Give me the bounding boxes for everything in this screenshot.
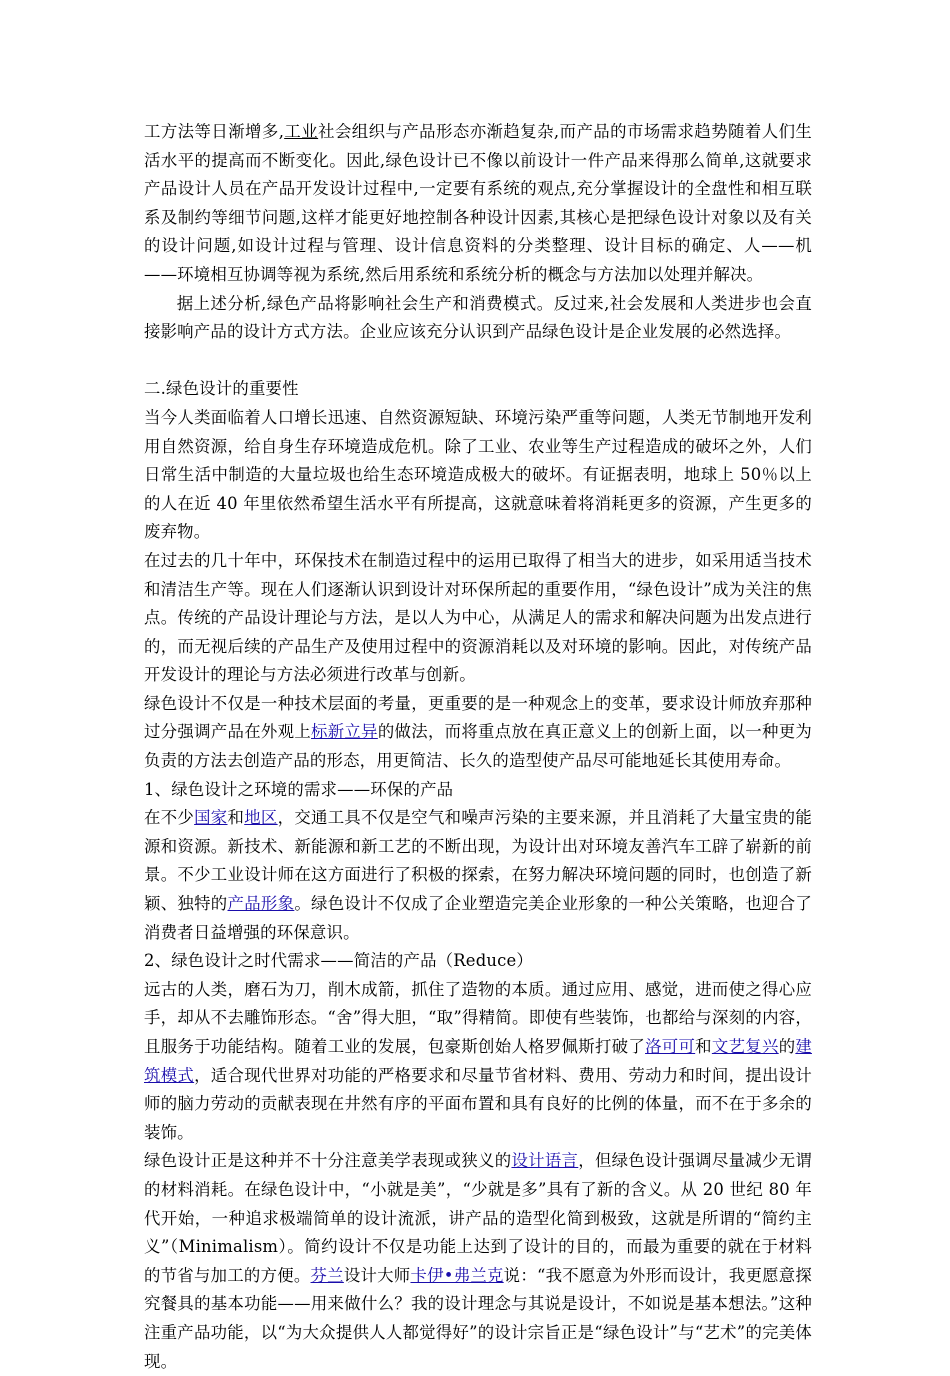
section-heading-importance: 二.绿色设计的重要性 (144, 379, 299, 399)
text-segment: 社会组织与产品形态亦渐趋复杂,而产品的市场需求趋势随着人们生活水平的提高而不断变化。因此,绿色设计已不像以前设计一件产品来得那么简单,这就要求产品设计人员在产品开发设计过程中,一定要有系统的观点,充分掌握设计的全盘性和相互联系及制约等细节问题,这样才能更好地控制各种设计因素,其核心是把绿色设计对象以及有关的设计问题,如设计过程与管理、设计信息资料的分类整理、设计目标的确定、人——机——环境相互协调等视为系统,然后用系统和系统分析的概念与方法加以处理并解决。 (144, 122, 813, 284)
link-architecture-mode[interactable]: 建筑模式 (144, 1037, 812, 1085)
text-segment: 的做法，而将重点放在真正意义上的创新上面，以一种更为负责的方法去创造产品的形态，用更简洁、长久的造型使产品尽可能地延长其使用寿命。 (144, 722, 812, 771)
text-segment: 和 (227, 808, 245, 828)
link-rococo[interactable]: 洛可可 (645, 1037, 696, 1056)
link-country[interactable]: 国家 (194, 808, 228, 828)
link-renaissance[interactable]: 文艺复兴 (711, 1037, 779, 1056)
link-kaj-franck[interactable]: 卡伊•弗兰克 (410, 1265, 504, 1285)
document-body (144, 118, 812, 1376)
text-segment: 的 (778, 1037, 796, 1056)
text-segment: 工方法等日渐增多, (144, 122, 285, 141)
link-industry[interactable]: 工业 (284, 122, 319, 141)
paragraph-minimalism (144, 1147, 812, 1376)
text-segment: ，但绿色设计强调尽量减少无谓的材料消耗。在绿色设计中，“小就是美”，“少就是多”具有了新的含义。从 20 世纪 80 年代开始，一种追求极端简单的设计流派，讲产品的造型化简到极致，这就是所谓的“简约主义”（Minimalism）。简约设计不仅是功能上达到了设计的目的，而最为重要的就在于材料的节省与加工的方便。 (144, 1151, 812, 1285)
link-design-language[interactable]: 设计语言 (511, 1151, 579, 1171)
text-segment: 绿色设计不仅是一种技术层面的考量，更重要的是一种观念上的变革，要求设计师放弃那种过分强调产品在外观上 (144, 693, 812, 742)
blank-line (144, 347, 812, 376)
paragraph-concept-change (144, 690, 812, 776)
subheading-era-need: 2、绿色设计之时代需求——简洁的产品（Reduce） (144, 951, 534, 971)
link-finland[interactable]: 芬兰 (310, 1265, 344, 1285)
text-segment: 和 (695, 1037, 712, 1056)
text-segment: 。绿色设计不仅成了企业塑造完美企业形象的一种公关策略，也迎合了消费者日益增强的环保意识。 (144, 894, 812, 942)
link-region[interactable]: 地区 (244, 808, 278, 828)
link-novelty[interactable]: 标新立异 (311, 722, 378, 742)
paragraph-analysis: 据上述分析,绿色产品将影响社会生产和消费模式。反过来,社会发展和人类进步也会直接影响产品的设计方式方法。企业应该充分认识到产品绿色设计是企业发展的必然选择。 (144, 293, 812, 342)
paragraph-system-design (144, 118, 812, 290)
text-segment: 在不少 (144, 808, 195, 828)
text-segment: 远古的人类，磨石为刀，削木成箭，抓住了造物的本质。通过应用、感觉，进而使之得心应手，却从不去雕饰形态。“舍”得大胆，“取”得精简。即使有些装饰，也都给与深刻的内容，且服务于功能结构。随着工业的发展，包豪斯创始人格罗佩斯打破了 (144, 979, 812, 1056)
paragraph-resources: 当今人类面临着人口增长迅速、自然资源短缺、环境污染严重等问题，人类无节制地开发利用自然资源，给自身生存环境造成危机。除了工业、农业等生产过程造成的破坏之外，人们日常生活中制造的大量垃圾也给生态环境造成极大的破坏。有证据表明，地球上 50％以上的人在近 40 年里依然希望生活水平有所提高，这就意味着将消耗更多的资源，产生更多的废弃物。 (144, 407, 812, 542)
paragraph-environmental-tech: 在过去的几十年中，环保技术在制造过程中的运用已取得了相当大的进步，如采用适当技术和清洁生产等。现在人们逐渐认识到设计对环保所起的重要作用，“绿色设计”成为关注的焦点。传统的产品设计理论与方法，是以人为中心，从满足人的需求和解决问题为出发点进行的，而无视后续的产品生产及使用过程中的资源消耗以及对环境的影响。因此，对传统产品开发设计的理论与方法必须进行改革与创新。 (144, 550, 812, 685)
paragraph-transport (144, 804, 812, 947)
text-segment: 绿色设计正是这种并不十分注意美学表现或狭义的 (144, 1151, 512, 1171)
paragraph-ancient-design (144, 976, 812, 1148)
text-segment: ，交通工具不仅是空气和噪声污染的主要来源，并且消耗了大量宝贵的能源和资源。新技术、新能源和新工艺的不断出现，为设计出对环境友善汽车工辟了崭新的前景。不少工业设计师在这方面进行了积极的探索，在努力解决环境问题的同时，也创造了新颖、独特的 (144, 808, 812, 914)
text-segment: 说：“我不愿意为外形而设计，我更愿意探究餐具的基本功能——用来做什么？我的设计理念与其说是设计，不如说是基本想法。”这种注重产品功能，以“为大众提供人人都觉得好”的设计宗旨正是“绿色设计”与“艺术”的完美体现。 (144, 1265, 812, 1371)
subheading-environment-need: 1、绿色设计之环境的需求——环保的产品 (144, 779, 454, 799)
text-segment: ，适合现代世界对功能的严格要求和尽量节省材料、费用、劳动力和时间，提出设计师的脑力劳动的贡献表现在井然有序的平面布置和具有良好的比例的体量，而不在于多余的装饰。 (144, 1065, 812, 1142)
text-segment: 设计大师 (343, 1265, 411, 1285)
link-product-image[interactable]: 产品形象 (227, 894, 295, 914)
